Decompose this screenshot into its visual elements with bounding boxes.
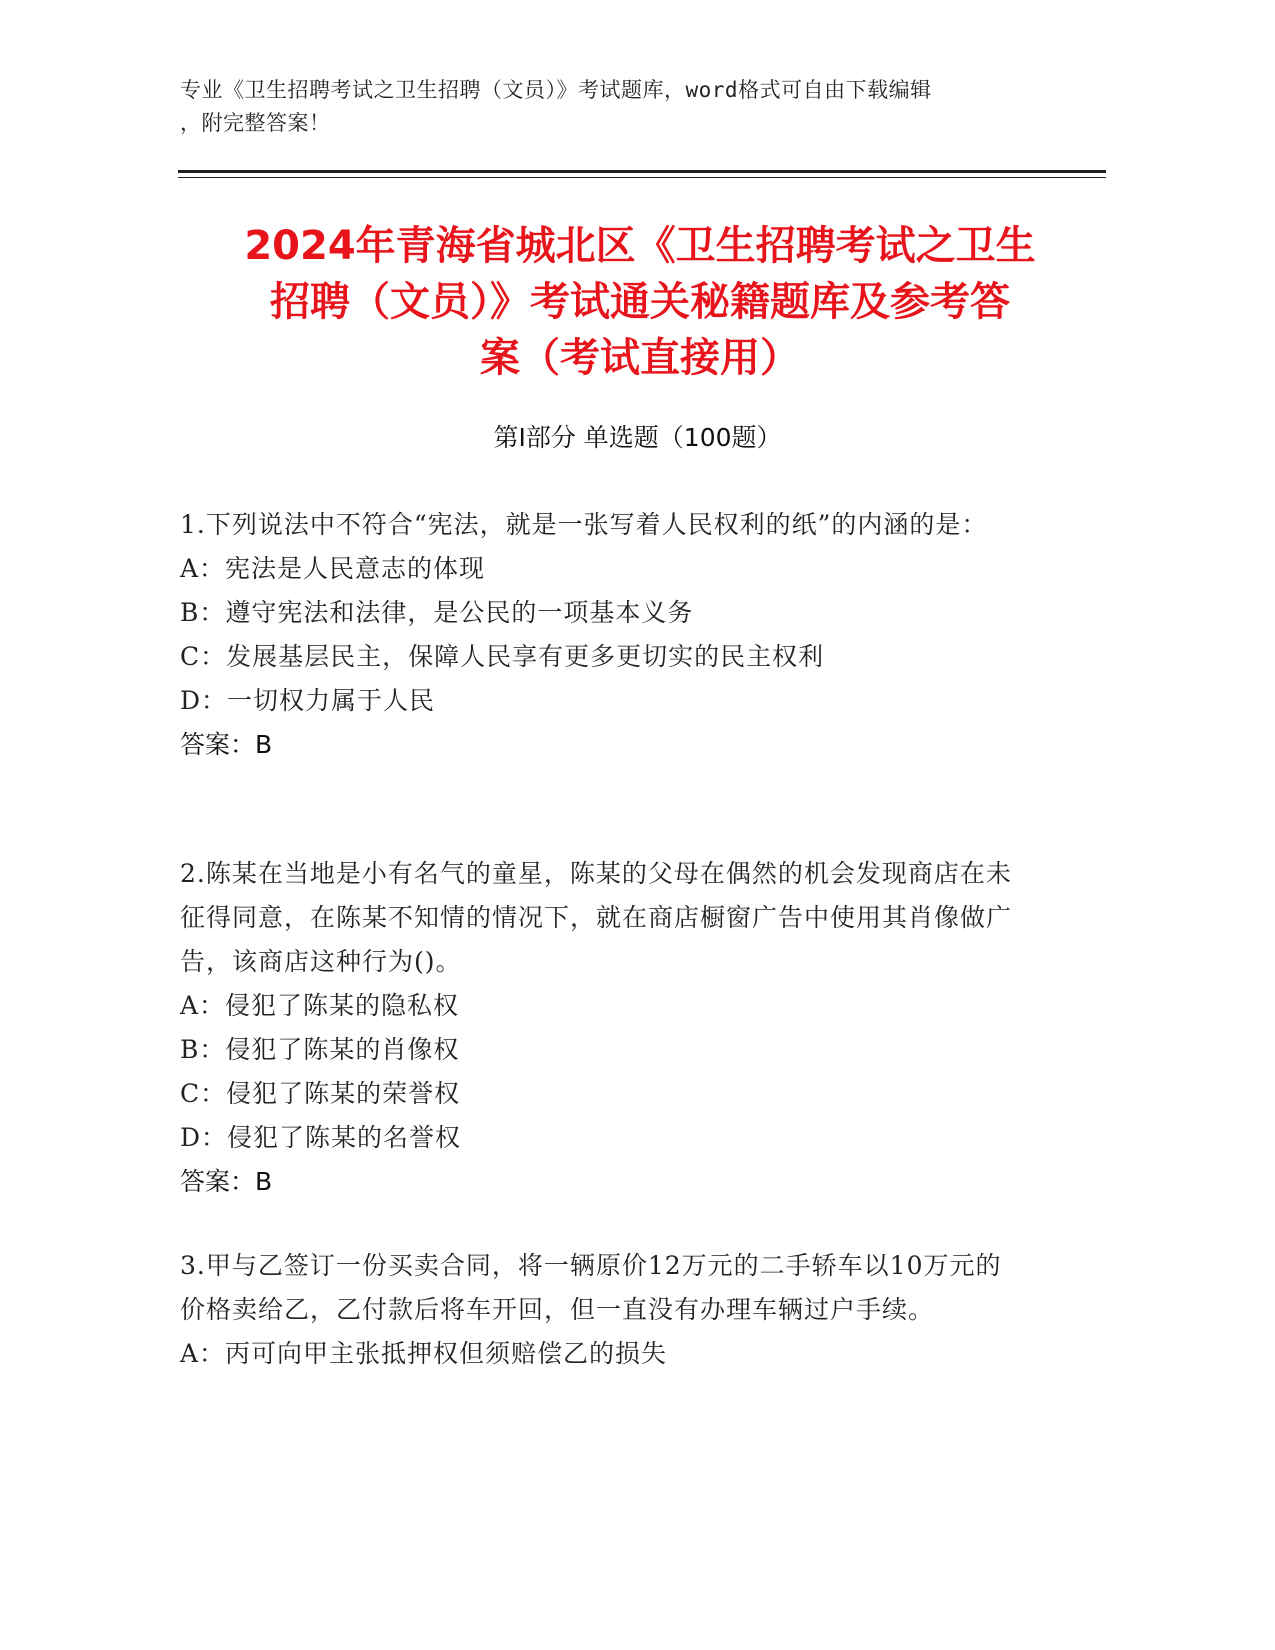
header-divider <box>178 170 1106 173</box>
question-option: B：遵守宪法和法律，是公民的一项基本义务 <box>180 598 694 627</box>
title-line: 招聘（文员）》考试通关秘籍题库及参考答 <box>270 279 1010 325</box>
question-option: D：一切权力属于人民 <box>180 686 436 715</box>
header-note-line: 专业《卫生招聘考试之卫生招聘（文员）》考试题库，word格式可自由下载编辑 <box>180 78 932 102</box>
question-answer: 答案：B <box>180 1167 273 1196</box>
question-item <box>180 1244 1020 1376</box>
question-stem: 3.甲与乙签订一份买卖合同，将一辆原价12万元的二手轿车以10万元的价格卖给乙，乙付款后将车开回，但一直没有办理车辆过户手续。 <box>180 1251 1002 1324</box>
document-title <box>170 218 1110 386</box>
title-line: 案（考试直接用） <box>480 335 800 381</box>
header-note-line: ，附完整答案！ <box>180 111 331 135</box>
question-option: C：发展基层民主，保障人民享有更多更切实的民主权利 <box>180 642 825 671</box>
header-note <box>180 74 1040 140</box>
section-heading: 第Ⅰ部分 单选题（100题） <box>493 423 782 452</box>
question-stem: 2.陈某在当地是小有名气的童星，陈某的父母在偶然的机会发现商店在未征得同意，在陈某不知情的情况下，就在商店橱窗广告中使用其肖像做广告，该商店这种行为()。 <box>180 859 1013 976</box>
question-option: A：宪法是人民意志的体现 <box>180 554 486 583</box>
question-option: C：侵犯了陈某的荣誉权 <box>180 1079 461 1108</box>
question-answer: 答案：B <box>180 730 273 759</box>
question-option: A：侵犯了陈某的隐私权 <box>180 991 460 1020</box>
question-item <box>180 503 1020 767</box>
question-option: D：侵犯了陈某的名誉权 <box>180 1123 462 1152</box>
title-line: 2024年青海省城北区《卫生招聘考试之卫生 <box>244 223 1036 269</box>
question-option: A：丙可向甲主张抵押权但须赔偿乙的损失 <box>180 1339 668 1368</box>
header-divider-thin <box>178 177 1106 178</box>
question-item <box>180 852 1020 1204</box>
question-stem: 1.下列说法中不符合“宪法，就是一张写着人民权利的纸”的内涵的是： <box>180 510 988 539</box>
question-option: B：侵犯了陈某的肖像权 <box>180 1035 460 1064</box>
